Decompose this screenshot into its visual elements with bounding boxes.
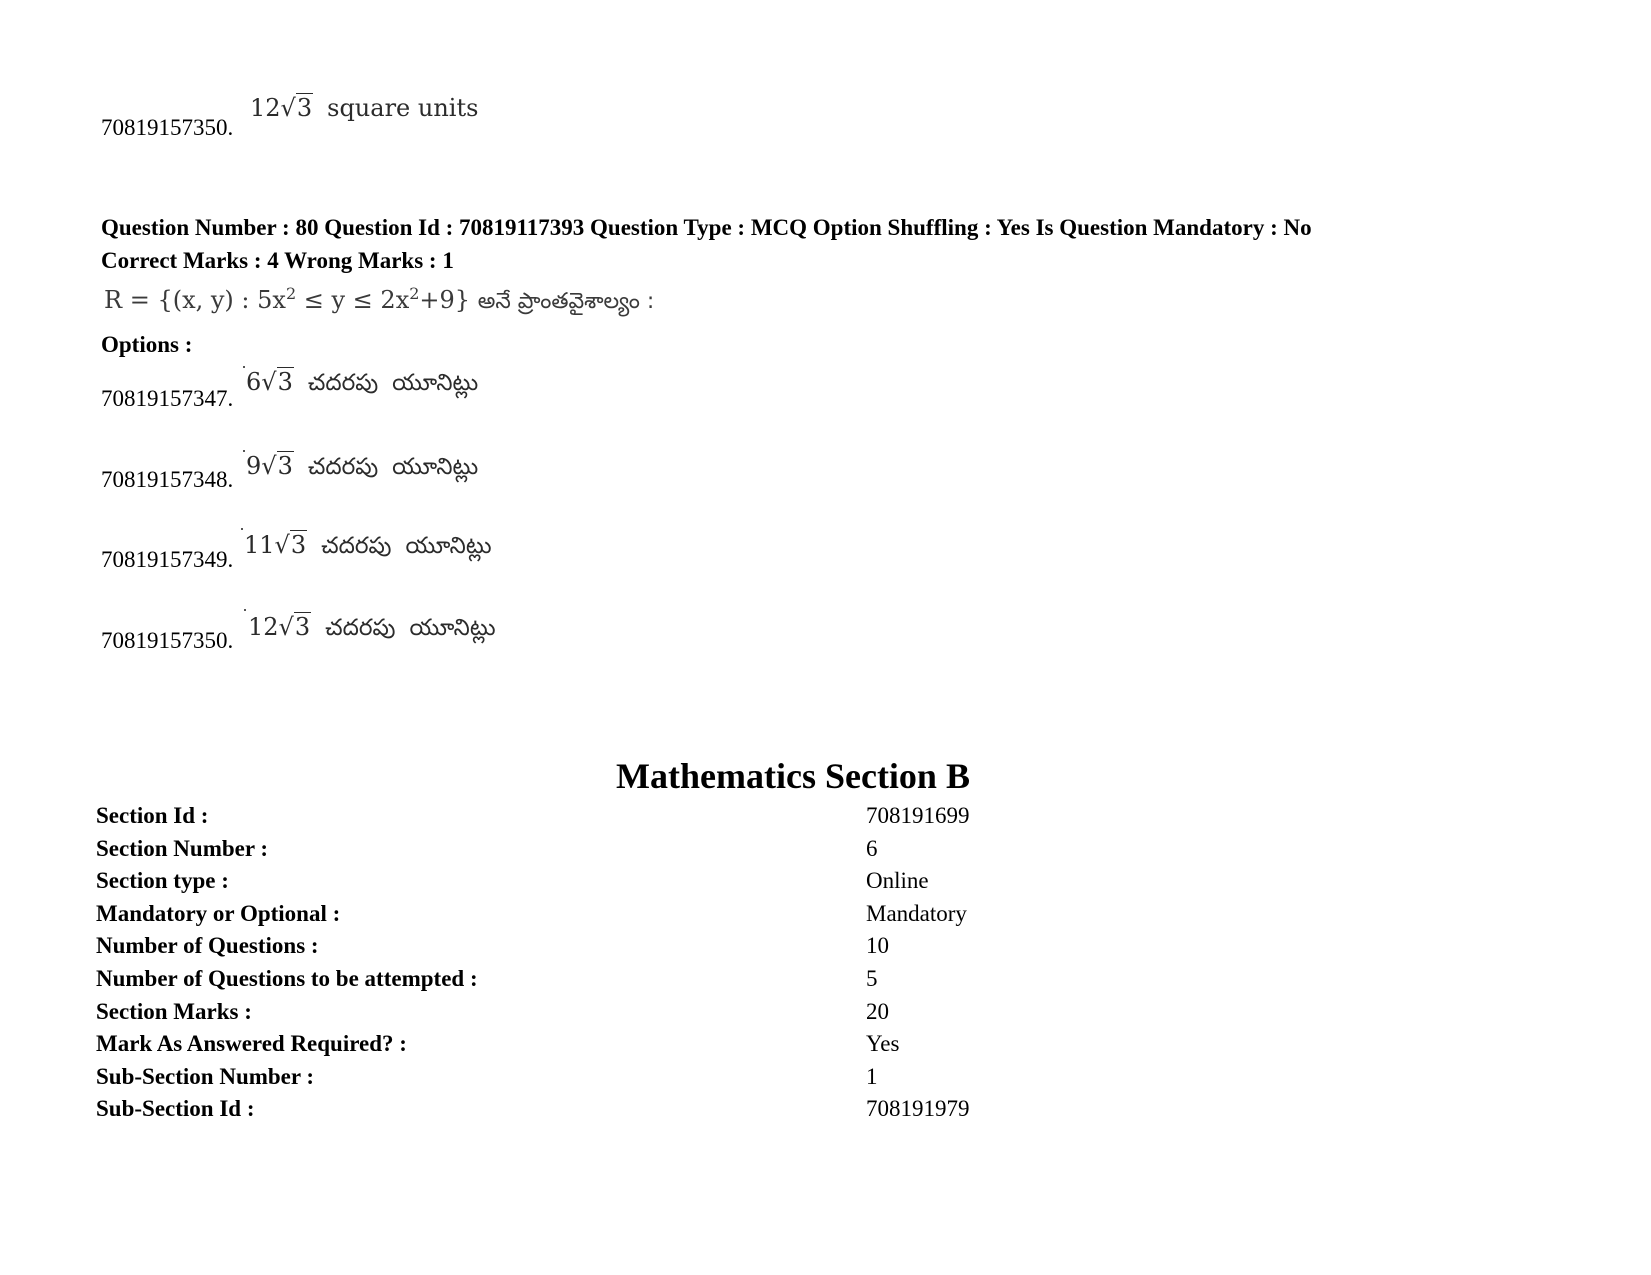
- section-row-label: Section type :: [96, 868, 229, 893]
- option-unit-word1: చదరపు: [307, 454, 379, 480]
- sqrt-symbol: √3: [261, 452, 293, 480]
- prev-option-radicand: 3: [296, 94, 313, 122]
- option-text: [246, 368, 478, 402]
- option-coef: 12: [248, 613, 279, 641]
- option-radicand: 3: [290, 531, 307, 559]
- section-row-value: Yes: [866, 1031, 900, 1056]
- sqrt-symbol: √3: [280, 94, 313, 122]
- option-text: [246, 452, 478, 486]
- prev-option-coef: 12: [250, 94, 281, 122]
- section-row-label: Sub-Section Number :: [96, 1064, 315, 1089]
- section-row-label: Number of Questions :: [96, 933, 319, 958]
- option-unit-word2: యూనిట్లు: [392, 454, 479, 480]
- option-unit-word2: యూనిట్లు: [405, 533, 492, 559]
- option-coef: 6: [246, 368, 262, 396]
- section-row-value: 6: [866, 836, 878, 861]
- section-row-value: 10: [866, 933, 889, 958]
- image-corner-mark: [244, 609, 246, 611]
- option-id: 70819157347.: [101, 386, 234, 411]
- section-row-value: 1: [866, 1064, 878, 1089]
- image-corner-mark: [241, 528, 243, 530]
- option-unit-word1: చదరపు: [307, 370, 379, 396]
- option-id: 70819157350.: [101, 628, 234, 653]
- option-radicand: 3: [294, 613, 311, 641]
- question-statement: [104, 284, 654, 319]
- option-unit-word2: యూనిట్లు: [392, 370, 479, 396]
- section-row-value: Mandatory: [866, 901, 967, 926]
- question-meta-line2: Correct Marks : 4 Wrong Marks : 1: [101, 248, 454, 273]
- option-unit-word1: చదరపు: [325, 615, 396, 641]
- section-row-label: Section Id :: [96, 803, 209, 828]
- statement-math-3: +9}: [419, 286, 471, 314]
- statement-math-1: R = {(x, y) : 5x: [104, 286, 286, 314]
- option-text: [244, 531, 492, 565]
- question-meta-line1: Question Number : 80 Question Id : 70819117393 Question Type : MCQ Option Shuffling : Yes Is Question Mandatory : No: [101, 215, 1312, 240]
- statement-sup-2: 2: [409, 284, 420, 303]
- section-row-value: 708191979: [866, 1096, 970, 1121]
- option-coef: 9: [246, 452, 262, 480]
- prev-option-id: 70819157350.: [101, 115, 234, 140]
- section-row-value: 5: [866, 966, 878, 991]
- section-row-label: Section Number :: [96, 836, 269, 861]
- options-label: Options :: [101, 332, 193, 357]
- prev-option-text: [250, 94, 478, 122]
- statement-math-2: ≤ y ≤ 2x: [296, 286, 410, 314]
- section-row-label: Mandatory or Optional :: [96, 901, 341, 926]
- statement-sup-1: 2: [285, 284, 297, 303]
- section-row-label: Section Marks :: [96, 999, 252, 1024]
- image-corner-mark: [243, 366, 245, 368]
- section-row-value: 20: [866, 999, 889, 1024]
- option-id: 70819157348.: [101, 467, 234, 492]
- statement-telugu: అనే ప్రాంతవైశాల్యం :: [477, 289, 655, 314]
- section-row-label: Number of Questions to be attempted :: [96, 966, 478, 991]
- option-radicand: 3: [277, 368, 293, 396]
- sqrt-symbol: √3: [274, 531, 307, 559]
- image-corner-mark: [243, 450, 245, 452]
- option-text: [248, 613, 496, 647]
- prev-option-unit: square units: [327, 94, 479, 122]
- option-unit-word2: యూనిట్లు: [409, 615, 496, 641]
- section-row-label: Mark As Answered Required? :: [96, 1031, 407, 1056]
- option-id: 70819157349.: [101, 547, 234, 572]
- section-row-label: Sub-Section Id :: [96, 1096, 255, 1121]
- option-radicand: 3: [277, 452, 293, 480]
- section-title: Mathematics Section B: [616, 756, 970, 796]
- sqrt-symbol: √3: [278, 613, 311, 641]
- section-row-value: 708191699: [866, 803, 970, 828]
- sqrt-symbol: √3: [261, 368, 293, 396]
- option-coef: 11: [244, 531, 275, 559]
- section-row-value: Online: [866, 868, 929, 893]
- option-unit-word1: చదరపు: [321, 533, 392, 559]
